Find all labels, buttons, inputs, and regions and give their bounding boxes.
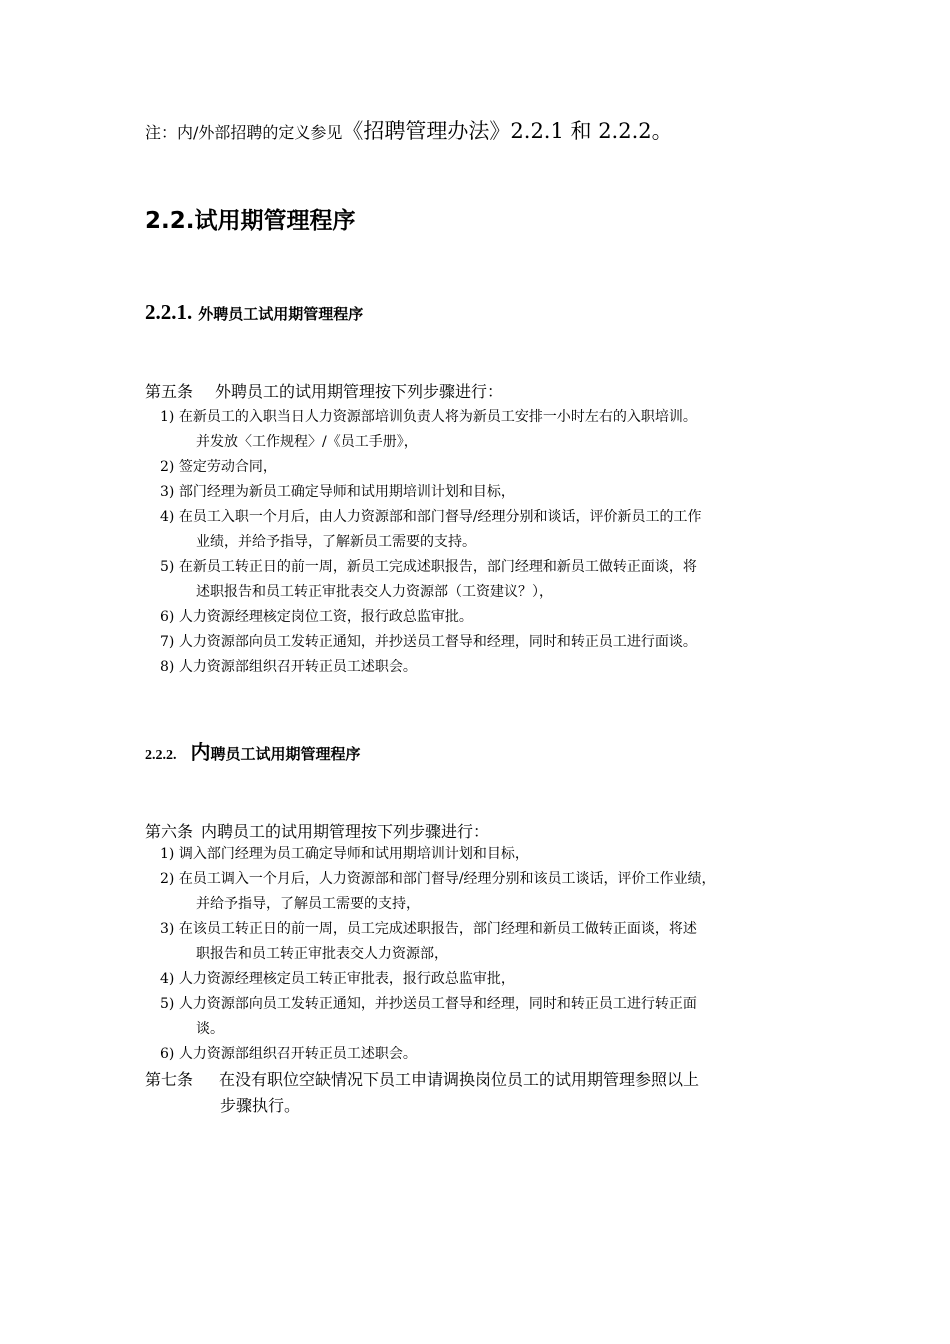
list-item: 6) 人力资源经理核定岗位工资，报行政总监审批。 [160,609,473,625]
list-item: 8) 人力资源部组织召开转正员工述职会。 [160,659,417,675]
recruitment-definition-note [145,115,673,145]
list-item: 2) 在员工调入一个月后，人力资源部和部门督导/经理分别和该员工谈话，评价工作业绩， [160,871,716,887]
article-7-continuation: 步骤执行。 [220,1096,301,1115]
list-item: 2) 签定劳动合同， [160,459,277,475]
section-heading-2-2-2 [145,736,361,765]
list-item: 5) 在新员工转正日的前一周，新员工完成述职报告，部门经理和新员工做转正面谈，将 [160,559,697,575]
list-item-continuation: 业绩，并给予指导，了解新员工需要的支持。 [196,534,476,550]
list-item: 4) 人力资源经理核定员工转正审批表，报行政总监审批， [160,971,515,987]
section-title: 聘员工试用期管理程序 [210,745,361,763]
article-label: 第五条 [145,382,194,401]
list-item-continuation: 并给予指导，了解员工需要的支持， [196,896,420,912]
list-item: 1) 在新员工的入职当日人力资源部培训负责人将为新员工安排一小时左右的入职培训。 [160,409,697,425]
note-reference: 《招聘管理办法》2.2.1 和 2.2.2。 [342,119,673,143]
section-title: 外聘员工试用期管理程序 [198,305,364,323]
list-item: 1) 调入部门经理为员工确定导师和试用期培训计划和目标， [160,846,529,862]
list-item: 3) 部门经理为新员工确定导师和试用期培训计划和目标， [160,484,515,500]
article-6 [145,819,489,842]
list-item-continuation: 谈。 [196,1021,224,1037]
article-text: 外聘员工的试用期管理按下列步骤进行： [215,382,504,401]
list-item-continuation: 并发放〈工作规程〉/《员工手册》， [196,434,418,450]
article-5 [145,379,503,402]
article-text: 在没有职位空缺情况下员工申请调换岗位员工的试用期管理参照以上 [219,1070,700,1089]
list-item: 7) 人力资源部向员工发转正通知，并抄送员工督导和经理，同时和转正员工进行面谈。 [160,634,697,650]
list-item-continuation: 职报告和员工转正审批表交人力资源部， [196,946,448,962]
section-number: 2.2.2. [145,748,177,763]
section-heading-2-2: 2.2.试用期管理程序 [145,208,356,234]
list-item: 3) 在该员工转正日的前一周，员工完成述职报告，部门经理和新员工做转正面谈，将述 [160,921,697,937]
note-prefix: 注：内/外部招聘的定义参见 [145,123,343,142]
list-item: 5) 人力资源部向员工发转正通知，并抄送员工督导和经理，同时和转正员工进行转正面 [160,996,697,1012]
article-label: 第六条 [145,822,194,841]
article-text: 内聘员工的试用期管理按下列步骤进行： [201,822,490,841]
list-item: 6) 人力资源部组织召开转正员工述职会。 [160,1046,417,1062]
article-label: 第七条 [145,1070,194,1089]
list-item: 4) 在员工入职一个月后，由人力资源部和部门督导/经理分别和谈话，评价新员工的工作 [160,509,702,525]
article-7 [145,1067,699,1090]
section-heading-2-2-1 [145,300,363,325]
section-number: 2.2.1. [145,300,193,324]
section-title-first-char: 内 [190,740,211,764]
list-item-continuation: 述职报告和员工转正审批表交人力资源部（工资建议？）， [196,584,553,600]
